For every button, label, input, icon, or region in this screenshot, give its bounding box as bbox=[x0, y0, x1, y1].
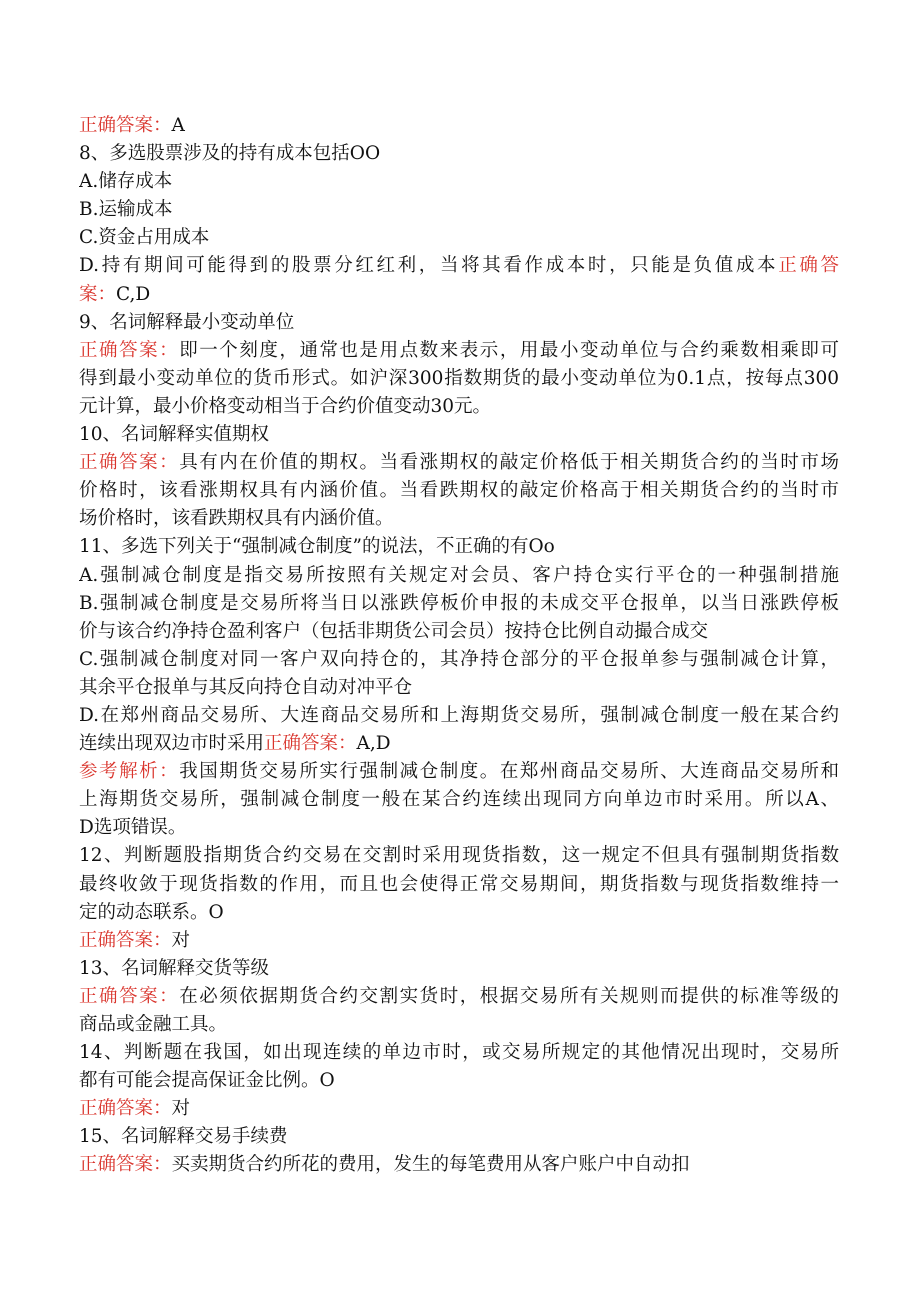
answer-label: 正确答案： bbox=[264, 733, 357, 755]
question-12: 12、判断题股指期货合约交易在交割时采用现货指数，这一规定不但具有强制期货指数 bbox=[79, 845, 839, 867]
answer-label: 正确答 bbox=[778, 255, 839, 277]
question-12-cont: 定的动态联系。O bbox=[79, 901, 224, 923]
answer-text-line: 商品或金融工具。 bbox=[79, 1014, 228, 1035]
question-9: 9、名词解释最小变动单位 bbox=[79, 311, 295, 333]
answer-line bbox=[79, 1151, 839, 1179]
answer-label: 正确答案： bbox=[79, 115, 172, 136]
option-d bbox=[79, 252, 839, 280]
answer-text-line: 场价格时，该看跌期权具有内涵价值。 bbox=[79, 508, 394, 530]
answer-value: A,D bbox=[356, 733, 391, 755]
option-c: C.强制减仓制度对同一客户双向持仓的，其净持仓部分的平仓报单参与强制减仓计算， bbox=[79, 648, 839, 670]
answer-value: 对 bbox=[171, 929, 191, 951]
answer-text-line: 得到最小变动单位的货币形式。如沪深300指数期货的最小变动单位为0.1点，按每点300 bbox=[79, 367, 839, 389]
question-13: 13、名词解释交货等级 bbox=[79, 957, 270, 979]
answer-line bbox=[79, 449, 839, 477]
answer-text: 即一个刻度，通常也是用点数来表示，用最小变动单位与合约乘数相乘即可 bbox=[179, 339, 839, 361]
answer-label: 正确答案： bbox=[79, 929, 172, 951]
option-c: C.资金占用成本 bbox=[79, 227, 210, 249]
option-d-text: D.持有期间可能得到的股票分红红利，当将其看作成本时，只能是负值成本 bbox=[79, 255, 779, 277]
analysis-label: 参考解析： bbox=[79, 761, 180, 783]
option-c-cont: 其余平仓报单与其反向持仓自动对冲平仓 bbox=[79, 676, 413, 698]
answer-line bbox=[79, 1095, 839, 1123]
option-d-cont bbox=[79, 730, 839, 758]
question-11: 11、多选下列关于“强制减仓制度”的说法，不正确的有Oo bbox=[79, 536, 555, 558]
answer-value: C,D bbox=[116, 283, 151, 305]
answer-text: 具有内在价值的期权。当看涨期权的敲定价格低于相关期货合约的当时市场 bbox=[179, 452, 839, 474]
question-15: 15、名词解释交易手续费 bbox=[79, 1126, 288, 1148]
option-d-text: 连续出现双边市时采用 bbox=[79, 733, 265, 755]
option-a: A.强制减仓制度是指交易所按照有关规定对会员、客户持仓实行平仓的一种强制措施 bbox=[79, 564, 839, 586]
answer-label: 案： bbox=[79, 283, 117, 305]
answer-line bbox=[79, 281, 839, 309]
analysis-text: 我国期货交易所实行强制减仓制度。在郑州商品交易所、大连商品交易所和 bbox=[179, 761, 839, 783]
answer-line bbox=[79, 112, 839, 140]
answer-value: 对 bbox=[171, 1098, 191, 1120]
question-12-cont: 最终收敛于现货指数的作用，而且也会使得正常交易期间，期货指数与现货指数维持一 bbox=[79, 873, 839, 895]
analysis-text-line: 上海期货交易所，强制减仓制度一般在某合约连续出现同方向单边市时采用。所以A、 bbox=[79, 789, 839, 811]
question-14-cont: 都有可能会提高保证金比例。O bbox=[79, 1070, 335, 1092]
option-b-cont: 价与该合约净持仓盈利客户（包括非期货公司会员）按持仓比例自动撮合成交 bbox=[79, 620, 709, 642]
answer-value: A bbox=[171, 115, 185, 136]
answer-text: 买卖期货合约所花的费用，发生的每笔费用从客户账户中自动扣 bbox=[171, 1154, 690, 1176]
answer-label: 正确答案： bbox=[79, 452, 180, 474]
answer-line bbox=[79, 927, 839, 955]
option-a: A.储存成本 bbox=[79, 171, 173, 193]
option-b: B.强制减仓制度是交易所将当日以涨跌停板价申报的未成交平仓报单，以当日涨跌停板 bbox=[79, 592, 839, 614]
answer-label: 正确答案： bbox=[79, 985, 180, 1007]
question-8: 8、多选股票涉及的持有成本包括OO bbox=[79, 143, 381, 165]
answer-text-line: 价格时，该看涨期权具有内涵价值。当看跌期权的敲定价格高于相关期货合约的当时市 bbox=[79, 480, 839, 502]
document-page bbox=[79, 112, 839, 1180]
question-10: 10、名词解释实值期权 bbox=[79, 424, 270, 446]
answer-line bbox=[79, 983, 839, 1011]
answer-label: 正确答案： bbox=[79, 339, 180, 361]
analysis-text-line: D选项错误。 bbox=[79, 817, 187, 839]
answer-text: 在必须依据期货合约交割实货时，根据交易所有关规则而提供的标准等级的 bbox=[179, 985, 839, 1007]
question-14: 14、判断题在我国，如出现连续的单边市时，或交易所规定的其他情况出现时，交易所 bbox=[79, 1042, 839, 1064]
answer-label: 正确答案： bbox=[79, 1098, 172, 1120]
answer-label: 正确答案： bbox=[79, 1154, 172, 1176]
option-d: D.在郑州商品交易所、大连商品交易所和上海期货交易所，强制减仓制度一般在某合约 bbox=[79, 704, 839, 726]
answer-line bbox=[79, 337, 839, 365]
option-b: B.运输成本 bbox=[79, 199, 173, 221]
answer-text-line: 元计算，最小价格变动相当于合约价值变动30元。 bbox=[79, 395, 492, 417]
analysis-line bbox=[79, 758, 839, 786]
